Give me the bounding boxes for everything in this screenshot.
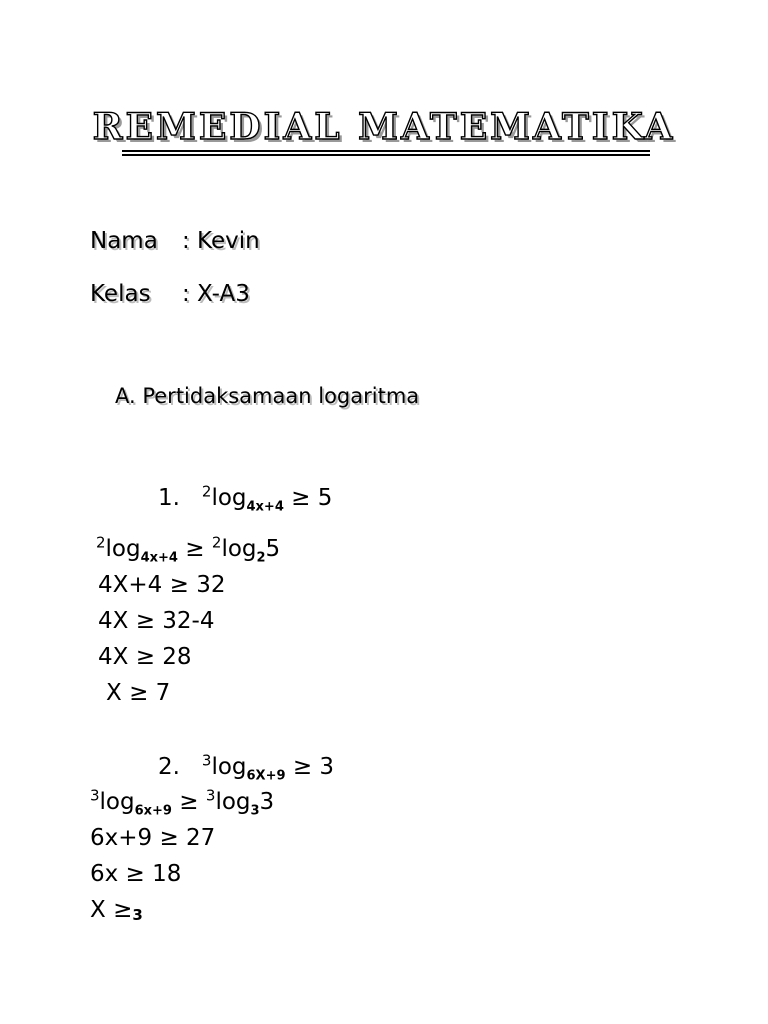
p2-step4 [90,899,143,923]
p1-step1-end: 5 [265,536,281,562]
problem2-rhs: ≥ 3 [285,754,335,780]
problem1-number: 1. [158,485,180,511]
class-value: : X-A3 [182,281,250,307]
p2-step4-small: 3 [132,906,143,924]
name-line [90,228,260,254]
p2-step1 [90,786,275,819]
problem1-arg: 4x+4 [246,499,284,515]
problem2-statement [158,751,335,784]
p2-step1-arg2: 3 [250,803,260,819]
p1-step1-base: 2 [96,533,106,552]
p1-step5: X ≥ 7 [106,680,171,706]
problem2-log: log [211,754,247,780]
p1-step1-arg2: 2 [256,550,266,566]
class-label: Kelas [90,281,151,307]
problem2-base: 3 [201,751,212,770]
problem1-statement [158,482,333,515]
p2-step1-log2: log [215,789,251,815]
title-underline-second [122,154,650,156]
p1-step3: 4X ≥ 32-4 [98,608,215,634]
title-underline [122,150,650,152]
p1-step1 [96,533,281,566]
p1-step1-relation: ≥ [177,536,212,562]
p1-step1-log: log [105,536,141,562]
p1-step1-log2: log [221,536,257,562]
problem1-log: log [211,485,247,511]
page-title: REMEDIAL MATEMATIKA [92,106,676,148]
section-heading: A. Pertidaksamaan logaritma [115,384,420,408]
p2-step1-log: log [99,789,135,815]
p2-step2: 6x+9 ≥ 27 [90,825,216,851]
problem1-base: 2 [201,482,212,501]
p2-step1-arg: 6x+9 [134,803,172,819]
p2-step3: 6x ≥ 18 [90,861,182,887]
problem2-arg: 6X+9 [246,768,286,784]
p1-step4: 4X ≥ 28 [98,644,192,670]
p2-step1-relation: ≥ [171,789,206,815]
p2-step4-main: X ≥ [90,897,133,923]
p1-step2: 4X+4 ≥ 32 [98,572,226,598]
problem2-number: 2. [158,754,180,780]
name-label: Nama [90,228,158,254]
problem1-rhs: ≥ 5 [283,485,333,511]
class-line [90,281,250,307]
p1-step1-base2: 2 [211,533,222,552]
p1-step1-arg: 4x+4 [140,550,178,566]
p2-step1-end: 3 [259,789,275,815]
name-value: : Kevin [182,228,260,254]
p2-step1-base: 3 [90,786,100,805]
p2-step1-base2: 3 [205,786,216,805]
